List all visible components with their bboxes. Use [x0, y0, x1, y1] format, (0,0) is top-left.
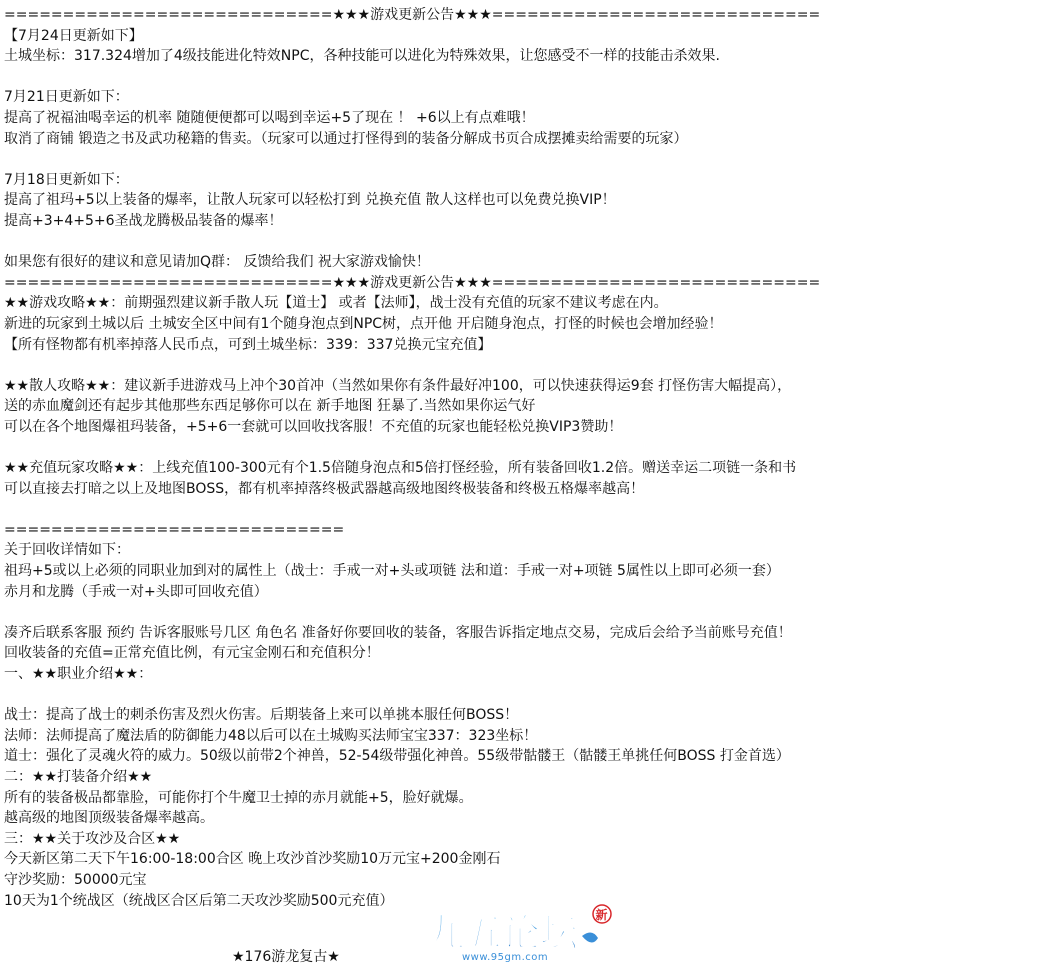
blank-line	[4, 437, 1038, 458]
text-line: 10天为1个统战区（统战区合区后第二天攻沙奖励500元充值）	[4, 892, 394, 909]
text-line: 土城坐标：317.324增加了4级技能进化特效NPC，各种技能可以进化为特殊效果，让您感受不一样的技能击杀效果.	[4, 48, 720, 65]
update-heading-0718: 7月18日更新如下：	[4, 171, 129, 188]
text-line: 回收装备的充值=正常充值比例，有元宝金刚石和充值积分！	[4, 645, 380, 662]
text-line: 越高级的地图顶级装备爆率越高。	[4, 810, 214, 827]
class-mage: 法师：法师提高了魔法盾的防御能力48以后可以在土城购买法师宝宝337：323坐标！	[4, 727, 538, 744]
watermark-url: www.95gm.com	[462, 952, 549, 963]
text-line: 取消了商铺 锻造之书及武功秘籍的售卖。（玩家可以通过打怪得到的装备分解成书页合成摆摊卖给需要的玩家）	[4, 130, 688, 147]
forum-watermark-logo	[424, 902, 614, 968]
update-heading-0721: 7月21日更新如下：	[4, 89, 129, 106]
blank-line	[4, 355, 1038, 376]
section-heading-classes: 一、★★职业介绍★★：	[4, 666, 153, 682]
feedback-line: 如果您有很好的建议和意见请加Q群： 反馈给我们 祝大家游戏愉快！	[4, 254, 430, 271]
text-line: 提高+3+4+5+6圣战龙腾极品装备的爆率！	[4, 212, 283, 229]
text-line: 新进的玩家到土城以后 土城安全区中间有1个随身泡点到NPC树，点开他 开启随身泡点，打怪的时候也会增加经验！	[4, 315, 723, 332]
text-line: 【所有怪物都有机率掉落人民币点，可到土城坐标：339：337兑换元宝充值】	[4, 336, 492, 353]
recycle-heading: 关于回收详情如下：	[4, 542, 130, 559]
text-line: 提高了祝福油喝幸运的机率 随随便便都可以喝到幸运+5了现在 ！ +6以上有点难哦！	[4, 109, 535, 126]
text-line: 可以在各个地图爆祖玛装备，+5+6一套就可以回收找客服！不充值的玩家也能轻松兑换VIP3赞助！	[4, 418, 623, 435]
new-badge-text: 新	[595, 908, 608, 922]
text-line: 所有的装备极品都靠脸，可能你打个牛魔卫士掉的赤月就能+5，脸好就爆。	[4, 789, 473, 806]
text-line: 送的赤血魔剑还有起步其他那些东西足够你可以在 新手地图 狂暴了.当然如果你运气好	[4, 398, 536, 415]
blank-line	[4, 232, 1038, 253]
swirl-icon	[582, 932, 598, 942]
text-line: 祖玛+5或以上必须的同职业加到对的属性上（战士：手戒一对+头或项链 法和道：手戒一对+项链 5属性以上即可必须一套）	[4, 563, 780, 580]
text-line: 提高了祖玛+5以上装备的爆率，让散人玩家可以轻松打到 兑换充值 散人这样也可以免费兑换VIP！	[4, 192, 616, 209]
announcement-document	[4, 5, 1038, 911]
text-line: 今天新区第二天下午16:00-18:00合区 晚上攻沙首沙奖励10万元宝+200金刚石	[4, 851, 501, 868]
section-heading-gear: 二：★★打装备介绍★★	[4, 768, 153, 785]
blank-line	[4, 149, 1038, 170]
class-taoist: 道士：强化了灵魂火符的威力。50级以前带2个神兽，52-54级带强化神兽。55级带骷髅王（骷髅王单挑任何BOSS 打金首选）	[4, 748, 790, 765]
text-line: 赤月和龙腾（手戒一对+头即可回收充值）	[4, 583, 268, 600]
guide-heading-solo: ★★散人攻略★★：建议新手进游戏马上冲个30首冲（当然如果你有条件最好冲100，可以快速获得运9套 打怪伤害大幅提高），	[4, 377, 792, 394]
guide-heading-paid: ★★充值玩家攻略★★：上线充值100-300元有个1.5倍随身泡点和5倍打怪经验，所有装备回收1.2倍。赠送幸运二项链一条和书	[4, 460, 797, 477]
blank-line	[4, 67, 1038, 88]
text-line: 守沙奖励：50000元宝	[4, 871, 147, 888]
footer-signature: ★176游龙复古★	[232, 949, 340, 965]
blank-line	[4, 602, 1038, 623]
text-line: 凑齐后联系客服 预约 告诉客服账号几区 角色名 准备好你要回收的装备，客服告诉指定地点交易，完成后会给予当前账号充值！	[4, 624, 792, 641]
watermark-logo-text: 九五论坛	[426, 911, 579, 955]
divider-line-top: ============================★★★游戏更新公告★★★============================	[4, 7, 821, 23]
text-line: 可以直接去打暗之以上及地图BOSS，都有机率掉落终极武器越高级地图终极装备和终极五格爆率越高！	[4, 480, 645, 497]
blank-line	[4, 499, 1038, 520]
blank-line	[4, 685, 1038, 706]
section-heading-siege: 三：★★关于攻沙及合区★★	[4, 830, 181, 847]
divider-line: ============================★★★游戏更新公告★★★============================	[4, 274, 821, 291]
class-warrior: 战士：提高了战士的刺杀伤害及烈火伤害。后期装备上来可以单挑本服任何BOSS！	[4, 707, 519, 724]
update-heading-0724: 【7月24日更新如下】	[4, 27, 143, 44]
divider-line-short: =============================	[4, 521, 345, 538]
guide-heading-game: ★★游戏攻略★★：前期强烈建议新手散人玩【道士】 或者【法师】，战士没有充值的玩家不建议考虑在内。	[4, 295, 668, 312]
